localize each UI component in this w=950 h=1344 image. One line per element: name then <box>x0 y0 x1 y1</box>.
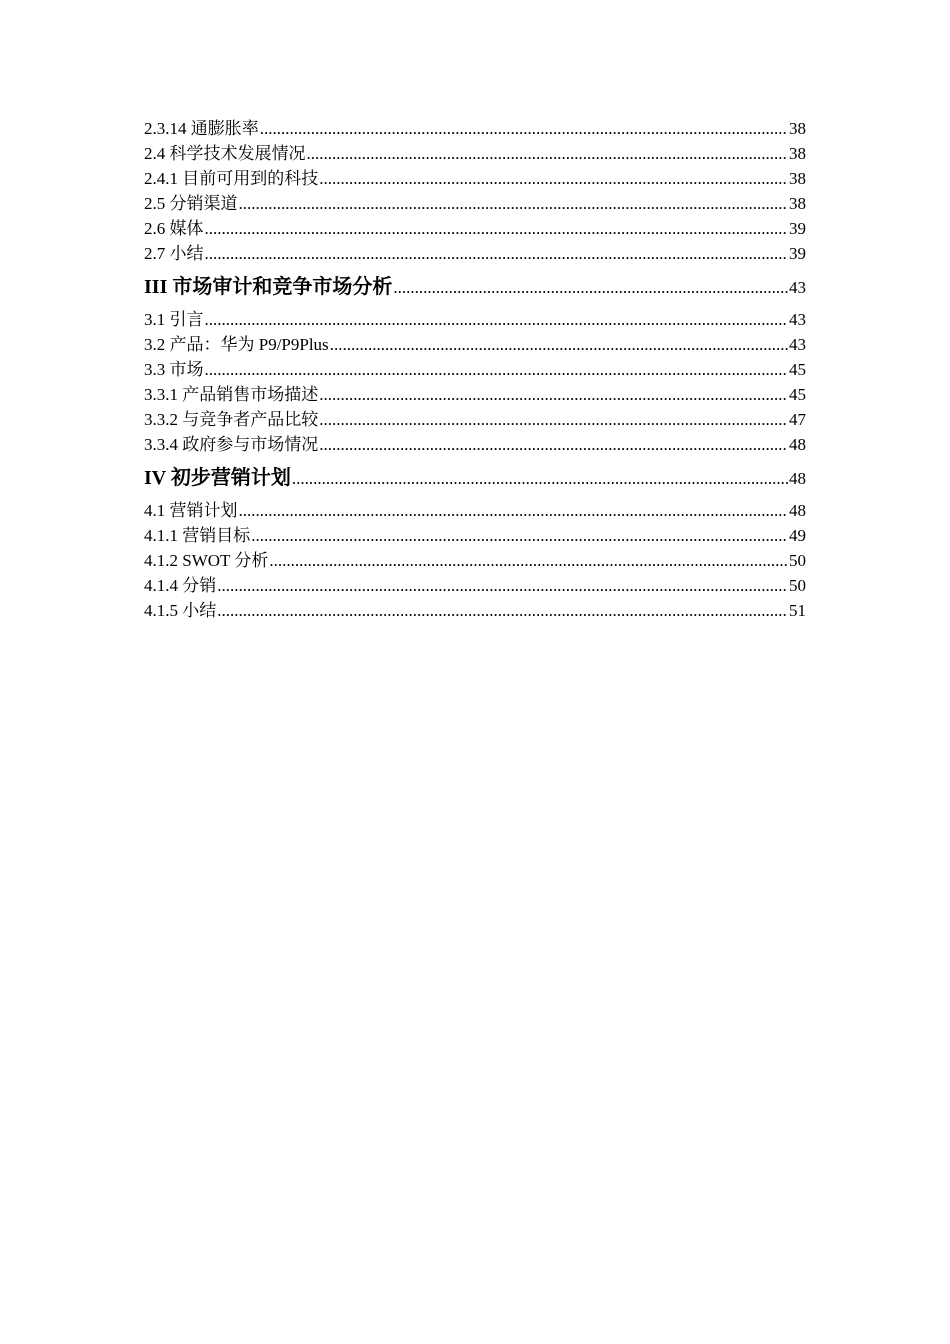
toc-entry-label: 4.1.4 分销 <box>144 576 217 595</box>
toc-dot-leader <box>205 357 789 382</box>
toc-entry-label: IV 初步营销计划 <box>144 467 291 489</box>
toc-entry-label: 4.1.5 小结 <box>144 601 217 620</box>
toc-dot-leader <box>319 407 788 432</box>
toc-dot-leader <box>330 332 788 357</box>
toc-page-number: 49 <box>789 526 806 545</box>
toc-page-number: 39 <box>789 244 806 263</box>
toc-entry[interactable] <box>144 166 806 191</box>
toc-entry-label: 2.4 科学技术发展情况 <box>144 144 306 163</box>
toc-entry[interactable] <box>144 598 806 623</box>
toc-page-number: 48 <box>789 435 806 454</box>
toc-entry[interactable] <box>144 523 806 548</box>
toc-entry-label: 3.1 引言 <box>144 310 204 329</box>
toc-page-number: 39 <box>789 219 806 238</box>
toc-dot-leader <box>319 382 788 407</box>
toc-entry-label: 2.5 分销渠道 <box>144 194 238 213</box>
toc-entry-label: 3.3.4 政府参与市场情况 <box>144 435 319 454</box>
toc-dot-leader <box>292 459 788 498</box>
toc-entry[interactable] <box>144 241 806 266</box>
toc-entry[interactable] <box>144 432 806 457</box>
toc-entry[interactable] <box>144 116 806 141</box>
toc-page-number: 38 <box>789 119 806 138</box>
toc-page-number: 45 <box>789 360 806 379</box>
toc-entry[interactable] <box>144 407 806 432</box>
toc-entry-label: 2.4.1 目前可用到的科技 <box>144 169 319 188</box>
toc-dot-leader <box>319 432 788 457</box>
toc-page-number: 43 <box>789 310 806 329</box>
toc-chapter-heading[interactable] <box>144 459 806 498</box>
toc-page-number: 48 <box>789 501 806 520</box>
toc-page-number: 45 <box>789 385 806 404</box>
toc-entry[interactable] <box>144 498 806 523</box>
toc-entry-label: 4.1.1 营销目标 <box>144 526 251 545</box>
toc-entry-label: 4.1 营销计划 <box>144 501 238 520</box>
toc-dot-leader <box>393 268 788 307</box>
toc-entry-label: 2.3.14 通膨胀率 <box>144 119 259 138</box>
table-of-contents <box>144 116 806 623</box>
toc-page-number: 38 <box>789 169 806 188</box>
toc-dot-leader <box>217 573 788 598</box>
toc-dot-leader <box>217 598 788 623</box>
toc-entry[interactable] <box>144 307 806 332</box>
toc-entry[interactable] <box>144 548 806 573</box>
toc-entry-label: 2.6 媒体 <box>144 219 204 238</box>
toc-entry[interactable] <box>144 357 806 382</box>
toc-entry[interactable] <box>144 382 806 407</box>
toc-chapter-heading[interactable] <box>144 268 806 307</box>
toc-page-number: 38 <box>789 144 806 163</box>
toc-entry[interactable] <box>144 332 806 357</box>
toc-page-number: 48 <box>789 469 806 488</box>
toc-dot-leader <box>205 241 789 266</box>
toc-entry-label: 3.3.1 产品销售市场描述 <box>144 385 319 404</box>
toc-entry[interactable] <box>144 191 806 216</box>
toc-entry[interactable] <box>144 141 806 166</box>
toc-entry-label: 3.2 产品：华为 P9/P9Plus <box>144 335 329 354</box>
toc-dot-leader <box>205 216 789 241</box>
toc-dot-leader <box>319 166 788 191</box>
toc-entry-label: 3.3 市场 <box>144 360 204 379</box>
toc-page-number: 51 <box>789 601 806 620</box>
toc-page-number: 50 <box>789 551 806 570</box>
toc-page-number: 50 <box>789 576 806 595</box>
toc-dot-leader <box>260 116 788 141</box>
toc-entry-label: III 市场审计和竞争市场分析 <box>144 276 393 298</box>
toc-entry[interactable] <box>144 216 806 241</box>
toc-page-number: 43 <box>789 335 806 354</box>
toc-entry-label: 4.1.2 SWOT 分析 <box>144 551 269 570</box>
toc-entry-label: 3.3.2 与竞争者产品比较 <box>144 410 319 429</box>
toc-dot-leader <box>269 548 788 573</box>
toc-dot-leader <box>205 307 789 332</box>
toc-page-number: 43 <box>789 278 806 297</box>
toc-entry[interactable] <box>144 573 806 598</box>
toc-dot-leader <box>307 141 789 166</box>
toc-dot-leader <box>239 191 789 216</box>
toc-page-number: 47 <box>789 410 806 429</box>
toc-dot-leader <box>251 523 788 548</box>
toc-page-number: 38 <box>789 194 806 213</box>
toc-dot-leader <box>239 498 789 523</box>
toc-entry-label: 2.7 小结 <box>144 244 204 263</box>
